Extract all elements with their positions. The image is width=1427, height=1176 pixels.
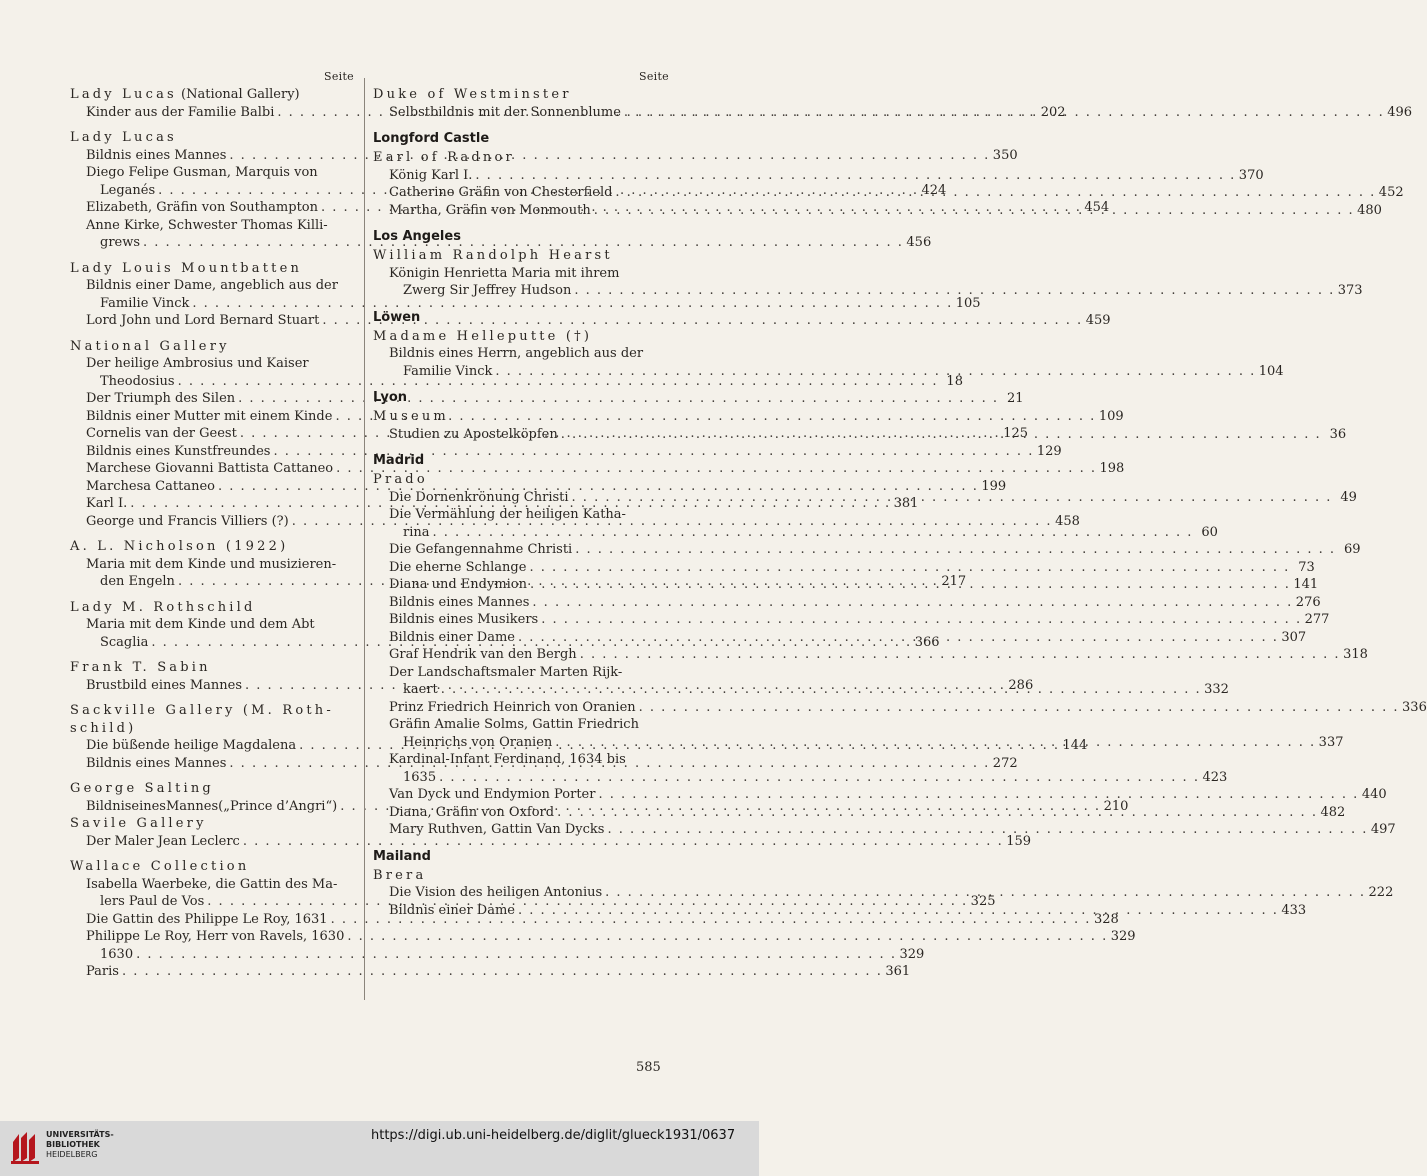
collection-owner [373, 247, 669, 265]
entry-title: Bildnis eines Musikers [389, 612, 539, 627]
entry-title: Die büßende heilige Magdalena [86, 738, 297, 753]
entry-page-number: 199 [981, 478, 1007, 494]
entry-title: lers Paul de Vos [100, 894, 205, 909]
entry-page-number: 18 [946, 373, 963, 389]
entry-title: Cornelis van der Geest [86, 426, 237, 441]
entry-page-number: 105 [955, 295, 981, 311]
index-entry [70, 928, 1136, 946]
entry-title: Elizabeth, Gräfin von Southampton [86, 200, 319, 215]
collection-owner [70, 720, 354, 738]
entry-title: 1635 [403, 769, 437, 785]
entry-title: rina [403, 524, 430, 540]
entry-page-number: 144 [1062, 738, 1088, 753]
owner-name: Lady Louis Mountbatten [70, 260, 303, 276]
spacer [70, 330, 354, 338]
index-entry [373, 699, 1427, 717]
entry-title-line: Der heilige Ambrosius und Kaiser [86, 356, 309, 371]
entry-page-number: 329 [899, 946, 925, 962]
entry-title: König Karl I. [389, 167, 473, 183]
dot-leader [602, 884, 1368, 902]
entry-title-line: Bildnis einer Dame, angeblich aus der [86, 278, 338, 293]
owner-name: George Salting [70, 781, 214, 796]
entry-title: Heinrichs von Oranien [403, 734, 553, 750]
dot-leader [572, 541, 1338, 559]
entry-title-line: Diego Felipe Gusman, Marquis von [86, 165, 318, 180]
owner-name: Museum [373, 409, 449, 424]
entry-title: Lord John und Lord Bernard Stuart [86, 313, 320, 328]
owner-name: Madame Helleputte (†) [373, 328, 593, 344]
entry-page-number: 370 [1238, 167, 1264, 183]
entry-page-number: 277 [1304, 612, 1330, 627]
spacer [373, 839, 669, 847]
dot-leader [515, 629, 1281, 647]
owner-name: Duke of Westminster [373, 87, 572, 102]
library-logo-icon [9, 1128, 43, 1166]
spacer [70, 121, 354, 129]
index-entry [373, 559, 1315, 577]
index-entry [70, 963, 911, 981]
entry-title-line: Der Landschaftsmaler Marten Rijk- [389, 664, 623, 680]
spacer [70, 252, 354, 260]
entry-page-number: 336 [1402, 699, 1427, 715]
entry-title-line: Isabella Waerbeke, die Gattin des Ma- [86, 876, 338, 892]
index-entry [70, 946, 925, 964]
entry-page-number: 60 [1201, 524, 1218, 540]
entry-page-number: 222 [1368, 885, 1394, 900]
entry-page-number: 21 [1006, 391, 1024, 406]
entry-page-number: 217 [941, 574, 967, 589]
owner-name: Lady M. Rothschild [70, 599, 256, 615]
library-name-line3: HEIDELBERG [46, 1150, 98, 1159]
entry-page-number: 459 [1085, 313, 1111, 328]
collection-owner [70, 599, 354, 617]
entry-title: den Engeln [100, 574, 175, 589]
entry-page-number: 272 [992, 755, 1018, 771]
dot-leader [621, 104, 1387, 122]
city-heading: Lyon [373, 390, 408, 405]
entry-title: Bildnis eines Mannes [86, 147, 227, 163]
owner-name: Wallace Collection [70, 859, 250, 874]
entry-title: Studien zu Apostelköpfen [389, 426, 558, 442]
spacer [373, 121, 669, 129]
entry-page-number: 325 [970, 894, 996, 909]
entry-title: Die Gattin des Philippe Le Roy, 1631 [86, 911, 328, 927]
entry-title: Catherine Gräfin von Chesterfield [389, 185, 613, 200]
entry-page-number: 36 [1329, 426, 1347, 442]
entry-title: Bildnis einer Dame [389, 902, 515, 918]
entry-page-number: 458 [1055, 513, 1080, 529]
entry-page-number: 159 [1006, 833, 1032, 849]
owner-name: Lady Lucas [70, 130, 177, 145]
entry-title: Familie Vinck [403, 363, 493, 379]
index-entry [70, 373, 963, 391]
entry-page-number: 104 [1258, 363, 1284, 379]
collection-owner [70, 780, 354, 798]
collection-owner [70, 538, 354, 556]
entry-title: Bildnis einer Mutter mit einem Kinde [86, 408, 333, 424]
dot-leader [571, 282, 1337, 300]
index-entry [70, 911, 1119, 929]
dot-leader [552, 734, 1318, 752]
index-entry [373, 821, 1396, 839]
entry-page-number: 373 [1337, 283, 1363, 298]
owner-name: Savile Gallery [70, 816, 207, 831]
city-heading: Madrid [373, 453, 425, 468]
entry-page-number: 73 [1298, 559, 1315, 575]
owner-name: William Randolph Hearst [373, 248, 613, 263]
seite-label: Seite [639, 70, 669, 83]
entry-title: Die Gefangennahme Christi [389, 542, 573, 557]
column-divider [364, 78, 365, 1000]
entry-page-number: 496 [1387, 104, 1413, 120]
entry-title: Der Triumph des Silen [86, 391, 236, 406]
entry-title: Brustbild eines Mannes [86, 677, 243, 693]
dot-leader [344, 928, 1110, 946]
entry-page-number: 497 [1370, 822, 1396, 837]
city-heading: Löwen [373, 309, 421, 325]
entry-title: Marchese Giovanni Battista Cattaneo [86, 461, 334, 476]
owner-name: Brera [373, 867, 427, 883]
dot-leader [472, 167, 1238, 185]
entry-title: Die eherne Schlange [389, 559, 527, 575]
dot-leader [133, 946, 899, 964]
index-entry [70, 833, 1032, 851]
entry-page-number: 424 [921, 182, 947, 198]
entry-title: Bildnis einer Dame [389, 629, 515, 645]
spacer [70, 772, 354, 780]
dot-leader [538, 611, 1304, 629]
spacer [373, 443, 669, 451]
entry-page-number: 129 [1036, 443, 1062, 459]
entry-title: Zwerg Sir Jeffrey Hudson [403, 283, 572, 298]
entry-title: Van Dyck und Endymion Porter [389, 787, 596, 802]
entry-page-number: 480 [1357, 202, 1382, 218]
entry-title: Graf Hendrik van den Bergh [389, 647, 577, 662]
dot-leader [492, 363, 1258, 381]
owner-name: Frank T. Sabin [70, 660, 211, 675]
entry-page-number: 109 [1098, 408, 1124, 424]
entry-page-number: 456 [906, 235, 932, 250]
entry-title-line: Bildnis eines Herrn, angeblich aus der [389, 346, 644, 361]
entry-page-number: 366 [914, 634, 940, 650]
entry-title: Kinder aus der Familie Balbi [86, 104, 275, 120]
entry-title: Philippe Le Roy, Herr von Ravels, 1630 [86, 929, 345, 944]
entry-page-number: 423 [1202, 769, 1228, 785]
owner-suffix: (National Gallery) [176, 87, 300, 102]
source-url-link[interactable]: https://digi.ub.uni-heidelberg.de/diglit/glueck1931/0637 [371, 1128, 736, 1143]
spacer [70, 694, 354, 702]
collection-owner [70, 338, 354, 356]
entry-page-number: 433 [1281, 902, 1307, 918]
owner-name: schild) [70, 720, 137, 736]
dot-leader [577, 646, 1343, 664]
collection-owner [70, 659, 354, 677]
city-heading: Longford Castle [373, 131, 490, 146]
dot-leader [558, 426, 1324, 444]
dot-leader [636, 699, 1402, 717]
entry-title: Bildnis eines Mannes [389, 594, 530, 610]
entry-title: BildniseinesMannes(„Prince d’Angri“) [86, 798, 338, 814]
entry-title: Diana und Endymion [389, 577, 527, 592]
spacer [70, 591, 354, 599]
index-entry [373, 769, 1228, 787]
entry-page-number: 307 [1281, 629, 1307, 645]
entry-title: Der Maler Jean Leclerc [86, 833, 240, 849]
entry-title: Martha, Gräfin von Monmouth [389, 202, 591, 218]
entry-title: George und Francis Villiers (?) [86, 513, 289, 529]
entry-title: kaert [403, 682, 438, 697]
library-name-line2: BIBLIOTHEK [46, 1140, 100, 1149]
collection-owner [373, 471, 669, 489]
owner-name: A. L. Nicholson (1922) [70, 539, 289, 554]
index-entry [373, 524, 1218, 542]
entry-page-number: 381 [893, 496, 919, 511]
entry-title: Marchesa Cattaneo [86, 478, 215, 494]
entry-title-line: Königin Henrietta Maria mit ihrem [389, 265, 620, 281]
entry-page-number: 350 [992, 147, 1018, 163]
entry-title: Familie Vinck [100, 295, 190, 311]
dot-leader [526, 559, 1292, 577]
entry-title-line: Anne Kirke, Schwester Thomas Killi- [86, 217, 328, 233]
index-entry [373, 541, 1361, 559]
entry-title-line: Die Vermählung der heiligen Katha- [389, 507, 626, 522]
city-heading: Los Angeles [373, 229, 461, 244]
page-number: 585 [636, 1060, 661, 1075]
entry-title: Selbstbildnis mit der Sonnenblume [389, 104, 621, 120]
index-entry [70, 295, 981, 313]
collection-owner [70, 858, 354, 876]
seite-label: Seite [324, 70, 354, 83]
collection-owner [70, 815, 354, 833]
entry-page-number: 69 [1344, 542, 1361, 557]
collection-owner [70, 260, 354, 278]
entry-page-number: 276 [1295, 594, 1321, 610]
entry-title: Diana, Gräfin von Oxford [389, 804, 555, 820]
owner-name: Lady Lucas [70, 87, 177, 102]
dot-leader [529, 594, 1295, 612]
entry-title: Leganés [100, 182, 156, 198]
entry-page-number: 49 [1340, 489, 1357, 505]
index-entry [373, 282, 1363, 300]
owner-name: Prado [373, 472, 428, 487]
dot-leader [527, 576, 1293, 594]
entry-title: Bildnis eines Mannes [86, 755, 227, 771]
index-entry [373, 611, 1330, 629]
spacer [373, 300, 669, 308]
entry-page-number: 440 [1361, 787, 1387, 802]
entry-title-line: Gräfin Amalie Solms, Gattin Friedrich [389, 717, 639, 732]
entry-page-number: 202 [1040, 104, 1066, 120]
entry-page-number: 337 [1318, 734, 1344, 750]
entry-title-line: Maria mit dem Kinde und dem Abt [86, 617, 315, 632]
spacer [70, 850, 354, 858]
city-heading: Mailand [373, 848, 431, 864]
collection-owner [373, 408, 669, 426]
collection-owner [70, 86, 354, 104]
owner-name: National Gallery [70, 338, 230, 354]
index-entry [373, 167, 1264, 185]
entry-page-number: 454 [1084, 200, 1110, 215]
spacer [70, 530, 354, 538]
entry-page-number: 328 [1093, 911, 1119, 927]
collection-owner [373, 86, 669, 104]
dot-leader [612, 184, 1378, 202]
dot-leader [119, 963, 885, 981]
entry-title: Karl I. [86, 496, 128, 511]
entry-title: Scaglia [100, 634, 149, 650]
collection-owner [373, 149, 669, 167]
spacer [373, 219, 669, 227]
entry-page-number: 125 [1003, 426, 1029, 441]
entry-title: grews [100, 235, 141, 250]
spacer [373, 380, 669, 388]
entry-title: Mary Ruthven, Gattin Van Dycks [389, 822, 605, 837]
collection-owner [70, 702, 354, 720]
collection-owner [70, 129, 354, 147]
entry-title: Prinz Friedrich Heinrich von Oranien [389, 699, 636, 715]
dot-leader [595, 786, 1361, 804]
spacer [70, 651, 354, 659]
dot-leader [515, 902, 1281, 920]
dot-leader [591, 202, 1357, 220]
entry-title: 1630 [100, 946, 134, 962]
entry-page-number: 452 [1378, 185, 1404, 200]
entry-title: Die Vision des heiligen Antonius [389, 885, 603, 900]
entry-title-line: Kardinal-Infant Ferdinand, 1634 bis [389, 752, 626, 767]
index-entry [373, 786, 1387, 804]
index-entry [373, 594, 1321, 612]
entry-title: Paris [86, 964, 119, 979]
library-name-line1: UNIVERSITÄTS- [46, 1130, 114, 1139]
dot-leader [430, 524, 1196, 542]
entry-page-number: 286 [1008, 677, 1034, 693]
entry-page-number: 361 [885, 964, 911, 979]
index-entry [373, 646, 1368, 664]
owner-name: Sackville Gallery (M. Roth- [70, 703, 334, 718]
entry-page-number: 329 [1110, 929, 1136, 944]
entry-title: Die Dornenkrönung Christi [389, 489, 569, 505]
entry-page-number: 198 [1099, 461, 1125, 476]
dot-leader [438, 681, 1204, 699]
entry-page-number: 141 [1293, 577, 1319, 592]
dot-leader [436, 769, 1202, 787]
entry-title: Theodosius [100, 373, 175, 389]
entry-title: Bildnis eines Kunstfreundes [86, 443, 271, 459]
dot-leader [604, 821, 1370, 839]
collection-owner [373, 867, 669, 885]
entry-page-number: 318 [1343, 647, 1368, 662]
collection-owner [373, 328, 669, 346]
entry-page-number: 332 [1204, 682, 1229, 697]
entry-page-number: 210 [1103, 798, 1129, 814]
owner-name: Earl of Radnor [373, 150, 515, 165]
dot-leader [569, 489, 1335, 507]
entry-page-number: 482 [1320, 804, 1346, 820]
dot-leader [554, 804, 1320, 822]
entry-title-line: Maria mit dem Kinde und musizieren- [86, 556, 337, 572]
